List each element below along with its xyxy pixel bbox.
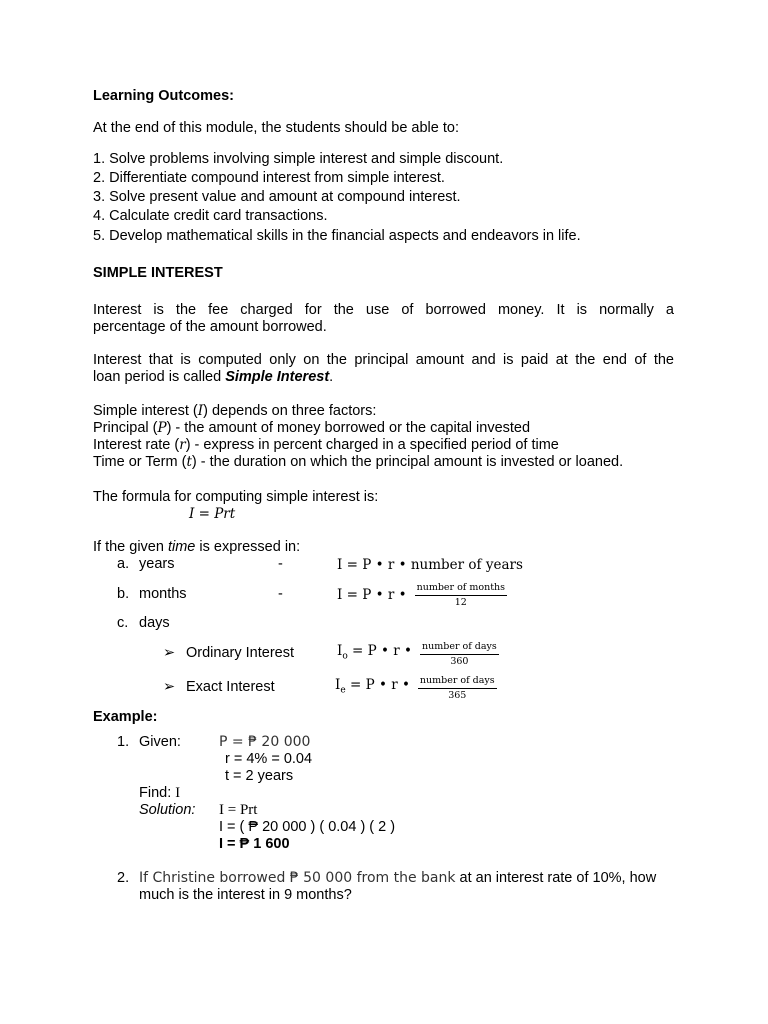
time-intro: If the given time is expressed in:	[93, 539, 301, 555]
learning-outcomes-heading: Learning Outcomes:	[93, 88, 234, 104]
case-a-dash: -	[278, 556, 283, 572]
ordinary-interest-label: Ordinary Interest	[186, 645, 294, 661]
exact-interest-label: Exact Interest	[186, 679, 275, 695]
find-label: Find: I	[139, 785, 181, 801]
solution-label: Solution:	[139, 802, 196, 818]
example-2-number: 2.	[117, 870, 130, 886]
case-b-fraction: $\frac{\text{number of months}}{12}$	[416, 581, 506, 608]
outcome-item-4: 4. Calculate credit card transactions.	[93, 208, 328, 224]
case-c-text: days	[139, 615, 170, 631]
case-c-label: c.	[117, 615, 129, 631]
factor-principal: Principal (P) - the amount of money borrowed or the capital invested	[93, 420, 531, 436]
factor-time: Time or Term (t) - the duration on which the principal amount is invested or loaned.	[93, 454, 624, 470]
section-title: SIMPLE INTEREST	[93, 265, 223, 281]
exact-fraction: $\frac{\text{number of days}}{365}$	[419, 674, 495, 701]
factor-rate: Interest rate (r) - express in percent charged in a specified period of time	[93, 437, 559, 453]
para1-line1: Interest is the fee charged for the use of borrowed money. It is normally a	[93, 302, 674, 318]
outcome-item-3: 3. Solve present value and amount at compound interest.	[93, 189, 461, 205]
outcome-item-1: 1. Solve problems involving simple interest and simple discount.	[93, 151, 504, 167]
given-principal: P = ₱ 20 000	[219, 734, 311, 750]
main-formula: I = Prt	[189, 506, 236, 522]
case-b-text: months	[139, 586, 187, 602]
case-b-formula: I = P • r • $\frac{\text{number of months}}{12}$	[337, 581, 506, 608]
factors-intro: Simple interest (I) depends on three factors:	[93, 403, 377, 419]
given-label: Given:	[139, 734, 181, 750]
solution-answer: I = ₱ 1 600	[219, 836, 290, 852]
outcome-item-2: 2. Differentiate compound interest from simple interest.	[93, 170, 445, 186]
simple-interest-term: Simple Interest	[225, 369, 330, 385]
solution-step-2: I = ( ₱ 20 000 ) ( 0.04 ) ( 2 )	[219, 819, 396, 835]
example-title: Example:	[93, 709, 158, 725]
given-rate: r = 4% = 0.04	[225, 751, 313, 767]
bullet-arrow-icon: ➢	[163, 645, 176, 661]
solution-step-1: I = Prt	[219, 802, 258, 818]
intro-text: At the end of this module, the students should be able to:	[93, 120, 459, 136]
example-2-question-line1: If Christine borrowed ₱ 50 000 from the bank at an interest rate of 10%, how	[139, 870, 657, 886]
case-a-formula: I = P • r • number of years	[337, 557, 523, 573]
ordinary-fraction: $\frac{\text{number of days}}{360}$	[422, 640, 497, 667]
case-a-label: a.	[117, 556, 130, 572]
formula-intro: The formula for computing simple interest is:	[93, 489, 379, 505]
outcome-item-5: 5. Develop mathematical skills in the financial aspects and endeavors in life.	[93, 228, 581, 244]
given-time: t = 2 years	[225, 768, 294, 784]
case-a-text: years	[139, 556, 175, 572]
bullet-arrow-icon: ➢	[163, 679, 176, 695]
para1-line2: percentage of the amount borrowed.	[93, 319, 327, 335]
para2-line1: Interest that is computed only on the principal amount and is paid at the end of the	[93, 352, 674, 368]
ordinary-interest-formula: $I_o = P$ • r • $\frac{\text{number of days}}{360}$	[337, 640, 497, 667]
exact-interest-formula: $I_e = P$ • r • $\frac{\text{number of days}}{365}$	[335, 674, 495, 701]
case-b-label: b.	[117, 586, 130, 602]
example-2-question-line2: much is the interest in 9 months?	[139, 887, 352, 903]
example-1-number: 1.	[117, 734, 130, 750]
para2-line2: loan period is called Simple Interest.	[93, 369, 334, 385]
case-b-dash: -	[278, 586, 283, 602]
